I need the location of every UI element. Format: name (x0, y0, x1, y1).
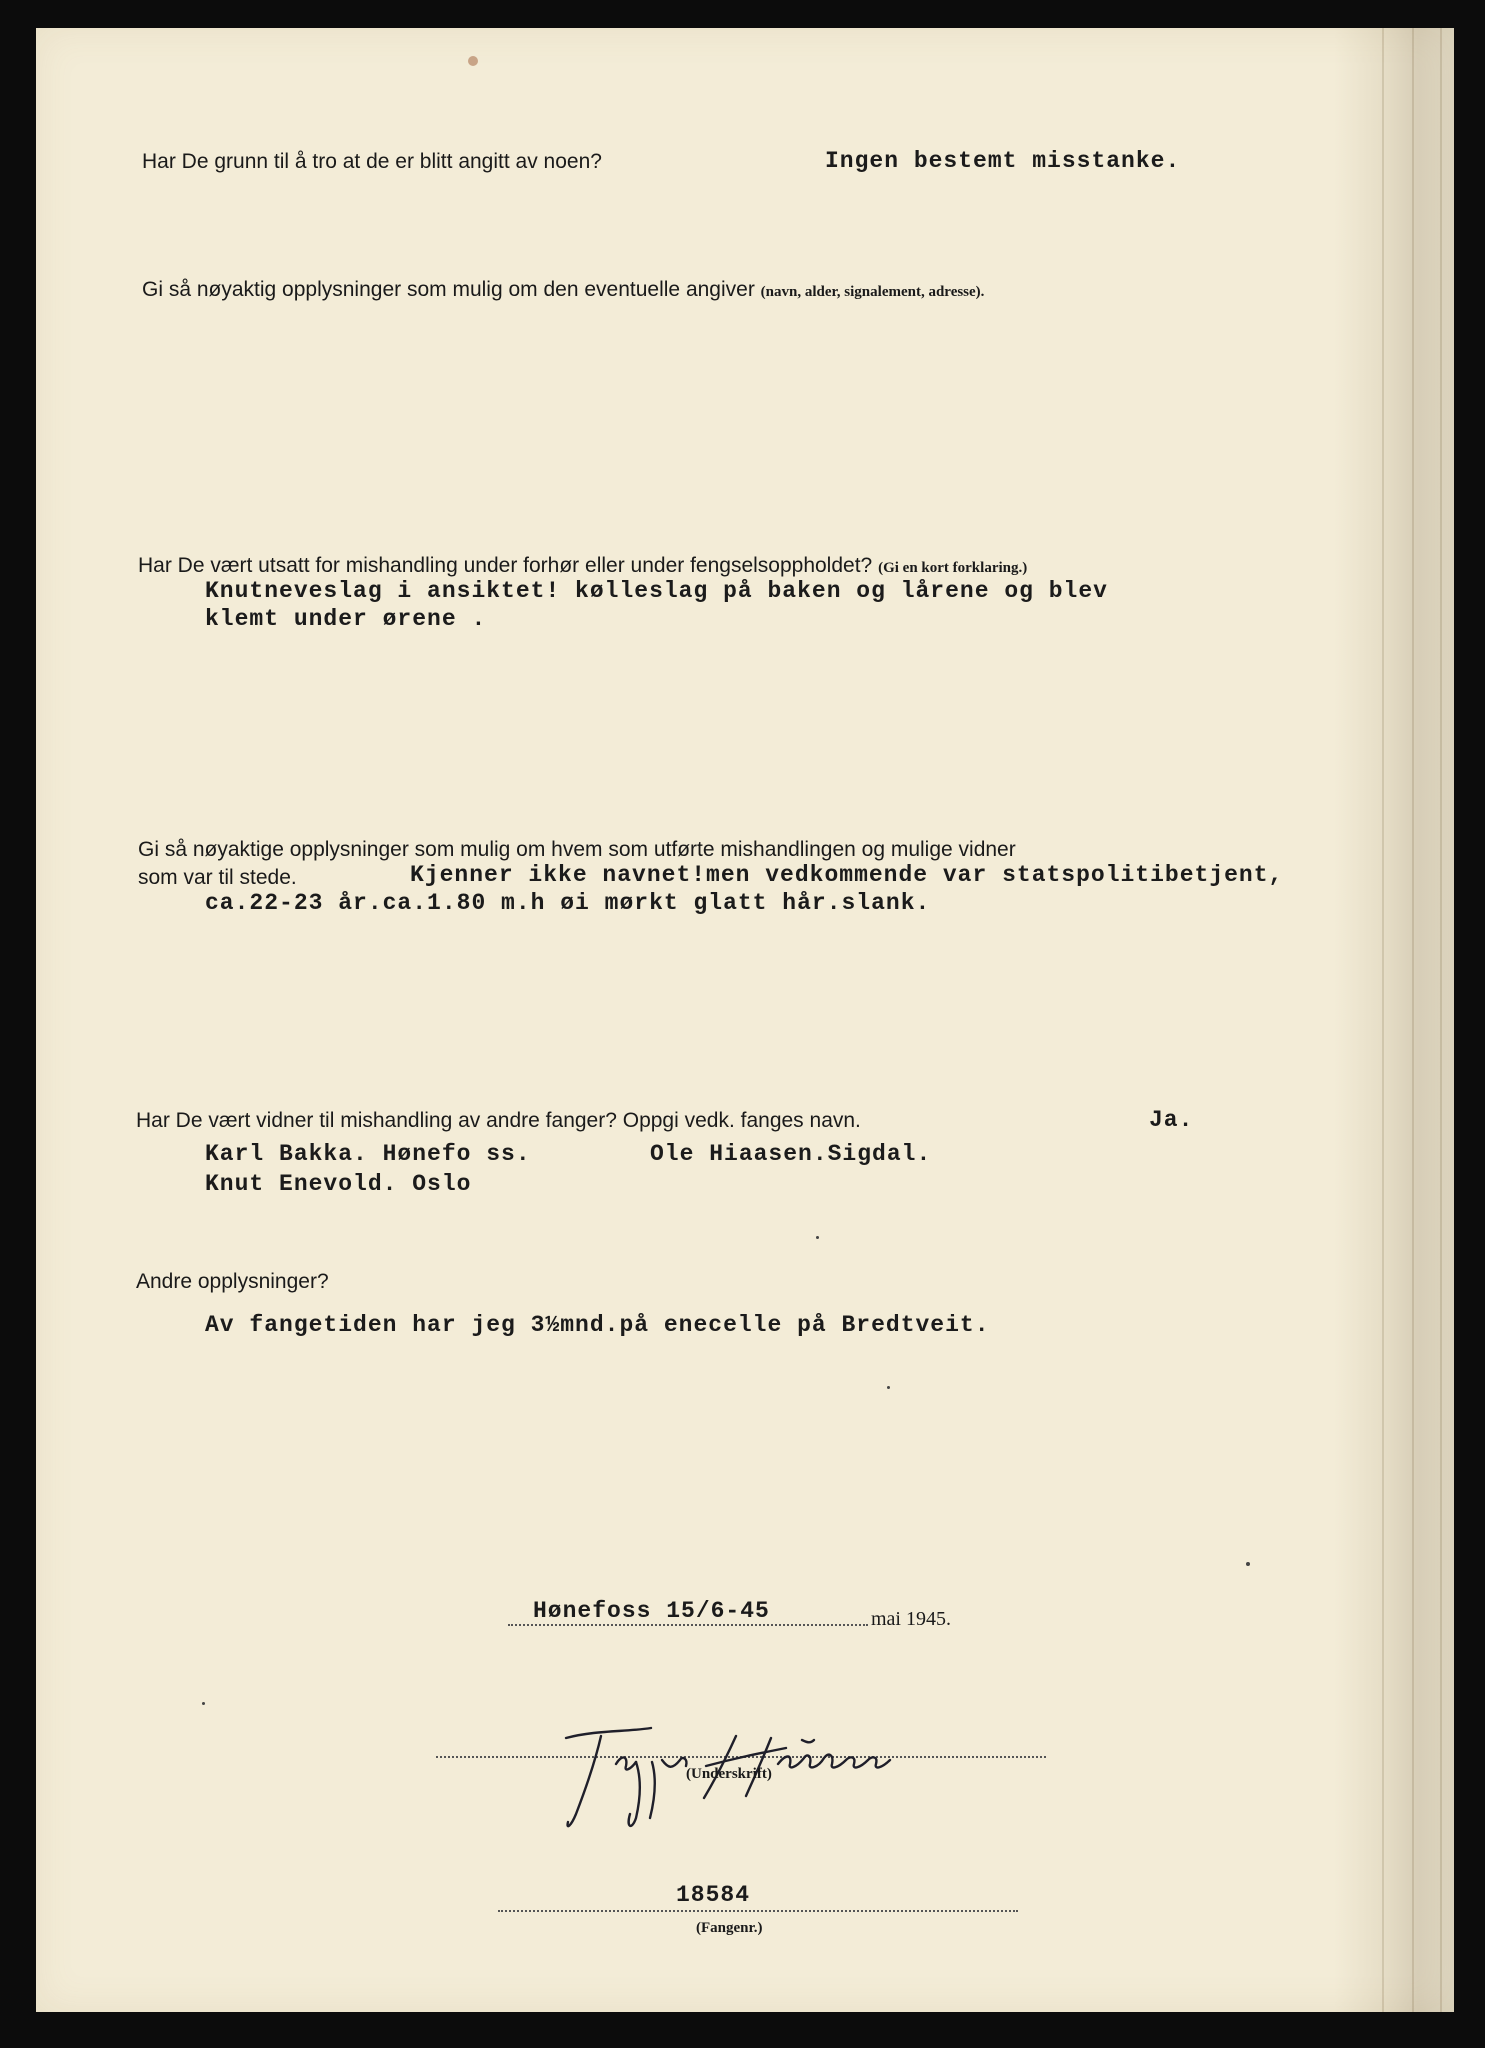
answer-perpetrator-line2: ca.22-23 år.ca.1.80 m.h øi mørkt glatt hår.slank. (205, 890, 931, 916)
question-perpetrator-label-line2: som var til stede. (138, 866, 297, 889)
page-edge-line (1440, 28, 1442, 2012)
paper-speck (816, 1236, 819, 1239)
answer-informer: Ingen bestemt misstanke. (825, 148, 1181, 174)
answer-witnessed: Ja. (1149, 1107, 1194, 1133)
question-other-info-label: Andre opplysninger? (136, 1270, 329, 1293)
prisoner-number: 18584 (676, 1882, 751, 1908)
paper-speck (202, 1702, 205, 1705)
prisoner-number-label: (Fangenr.) (696, 1920, 763, 1936)
date-dotted-line (508, 1624, 868, 1626)
question-mistreatment-note: (Gi en kort forklaring.) (878, 560, 1028, 576)
document-page (36, 28, 1454, 2012)
answer-perpetrator-line1: Kjenner ikke navnet!men vedkommende var statspolitibetjent, (410, 862, 1284, 888)
question-perpetrator-label-line1: Gi så nøyaktige opplysninger som mulig om hvem som utførte mishandlingen og mulige vidner (138, 838, 1016, 861)
question-mistreatment-label: Har De vært utsatt for mishandling under forhør eller under fengselsoppholdet? (138, 554, 873, 577)
date-suffix: mai 1945. (871, 1608, 951, 1630)
page-edge-line (1412, 28, 1414, 2012)
question-informer-details-label: Gi så nøyaktig opplysninger som mulig om den eventuelle angiver (142, 278, 755, 301)
page-edge-shadow (1334, 28, 1454, 2012)
witness-2: Ole Hiaasen.Sigdal. (650, 1141, 932, 1167)
question-mistreatment (138, 554, 1027, 578)
paper-speck (1246, 1562, 1250, 1566)
witness-3: Knut Enevold. Oslo (205, 1171, 472, 1197)
page-edge-line (1382, 28, 1384, 2012)
question-informer-details-note: (navn, alder, signalement, adresse). (760, 284, 985, 300)
answer-mistreatment-line2: klemt under ørene . (205, 606, 487, 632)
place-date: Hønefoss 15/6-45 (533, 1598, 770, 1624)
answer-other-info: Av fangetiden har jeg 3½mnd.på enecelle på Bredtveit. (205, 1312, 990, 1338)
signature-label: (Underskrift) (686, 1766, 772, 1782)
paper-speck (887, 1386, 890, 1389)
question-informer-details (142, 278, 984, 302)
witness-1: Karl Bakka. Hønefo ss. (205, 1141, 531, 1167)
question-witnessed-label: Har De vært vidner til mishandling av andre fanger? Oppgi vedk. fanges navn. (136, 1109, 861, 1132)
prisoner-number-dotted-line (498, 1910, 1018, 1912)
paper-speck (468, 56, 478, 66)
question-informer-label: Har De grunn til å tro at de er blitt angitt av noen? (142, 150, 602, 173)
answer-mistreatment-line1: Knutneveslag i ansiktet! kølleslag på baken og lårene og blev (205, 578, 1108, 604)
